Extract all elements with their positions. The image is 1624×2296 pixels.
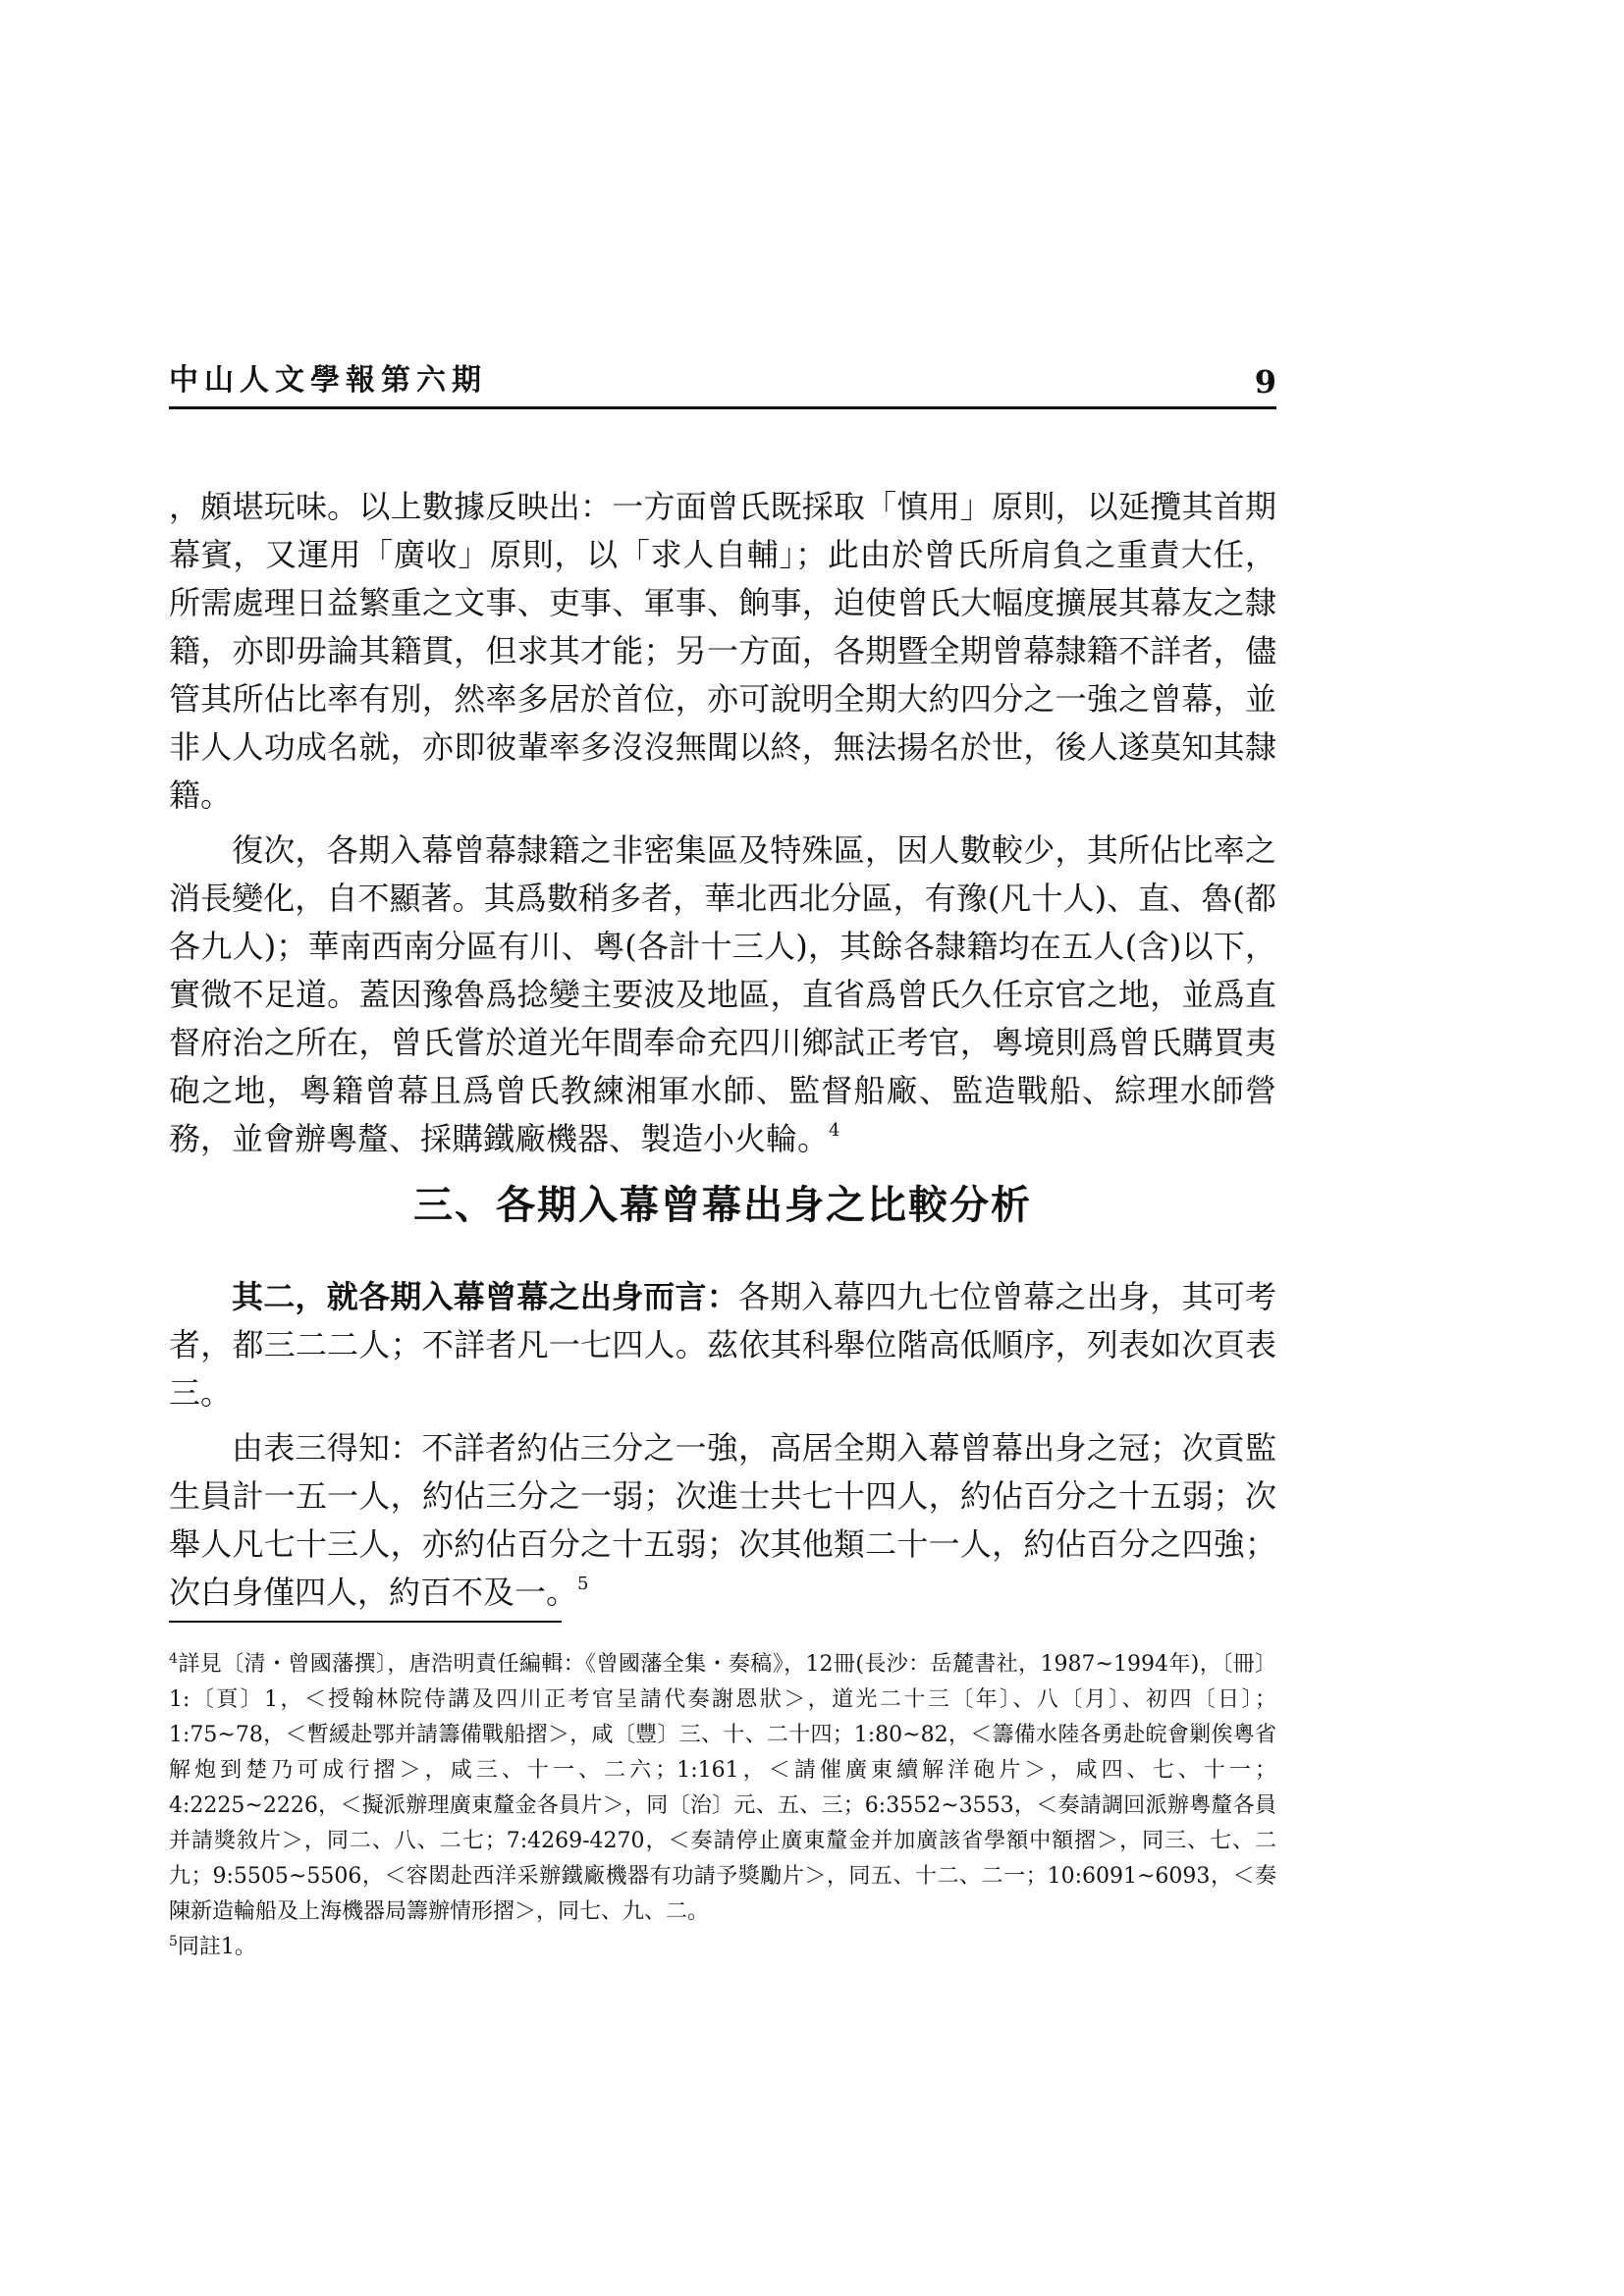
footnote-mark: 4 <box>169 1651 178 1667</box>
paragraph <box>169 827 1276 1163</box>
footnotes <box>169 1647 1276 1965</box>
paragraph <box>169 483 1276 820</box>
paragraph-text: 各期入幕四九七位曾幕之出身，其可考者，都三二二人；不詳者凡一七四人。茲依其科舉位階高低順序，列表如次頁表三。 <box>169 1278 1276 1412</box>
footnote-ref: 4 <box>829 1120 840 1141</box>
paragraph <box>169 1424 1276 1617</box>
running-header <box>169 359 1276 409</box>
footnote-text: 詳見〔清・曾國藩撰〕，唐浩明責任編輯：《曾國藩全集・奏稿》，12冊(長沙：岳麓書社，1987~1994年)，〔冊〕1:〔頁〕1，＜授翰林院侍講及四川正考官呈請代奏謝恩狀＞，道光二十三〔年〕、八〔月〕、初四〔日〕；1:75~78，＜暫緩赴鄂并請籌備戰船摺＞，咸〔豐〕三、十、二十四；1:80~82，＜籌備水陸各勇赴皖會剿俟粵省解炮到楚乃可成行摺＞，咸三、十一、二六；1:161，＜請催廣東續解洋砲片＞，咸四、七、十一；4:2225~2226，＜擬派辦理廣東釐金各員片＞，同〔治〕元、五、三；6:3552~3553，＜奏請調回派辦粵釐各員并請獎敘片＞，同二、八、二七；7:4269-4270，＜奏請停止廣東釐金并加廣該省學額中額摺＞，同三、七、二九；9:5505~5506，＜容閎赴西洋采辦鐵廠機器有功請予獎勵片＞，同五、十二、二一；10:6091~6093，＜奏陳新造輪船及上海機器局籌辦情形摺＞，同七、九、二。 <box>169 1652 1276 1924</box>
footnote-ref: 5 <box>577 1574 589 1594</box>
paragraph-text: 復次，各期入幕曾幕隸籍之非密集區及特殊區，因人數較少，其所佔比率之消長變化，自不顯著。其爲數稍多者，華北西北分區，有豫(凡十人)、直、魯(都各九人)；華南西南分區有川、粵(各計十三人)，其餘各隸籍均在五人(含)以下，實微不足道。蓋因豫魯爲捻變主要波及地區，直省爲曾氏久任京官之地，並爲直督府治之所在，曾氏嘗於道光年間奉命充四川鄉試正考官，粵境則爲曾氏購買夷砲之地，粵籍曾幕且爲曾氏教練湘軍水師、監督船廠、監造戰船、綜理水師營務，並會辦粵釐、採購鐵廠機器、製造小火輪。 <box>169 831 1276 1157</box>
footnote-5 <box>169 1930 1276 1965</box>
section-heading: 三、各期入幕曾幕出身之比較分析 <box>413 1182 1032 1228</box>
paragraph-text: ，頗堪玩味。以上數據反映出：一方面曾氏既採取「慎用」原則，以延攬其首期幕賓，又運用「廣收」原則，以「求人自輔」；此由於曾氏所肩負之重責大任，所需處理日益繁重之文事、吏事、軍事、餉事，迫使曾氏大幅度擴展其幕友之隸籍，亦即毋論其籍貫，但求其才能；另一方面，各期暨全期曾幕隸籍不詳者，儘管其所佔比率有別，然率多居於首位，亦可說明全期大約四分之一強之曾幕，並非人人功成名就，亦即彼輩率多沒沒無聞以終，無法揚名於世，後人遂莫知其隸籍。 <box>169 488 1276 814</box>
page-number: 9 <box>1254 363 1276 400</box>
body-text-upper <box>169 483 1276 1170</box>
footnote-4 <box>169 1647 1276 1930</box>
journal-title: 中山人文學報第六期 <box>169 363 487 398</box>
body-text-lower <box>169 1273 1276 1624</box>
paragraph-text: 由表三得知：不詳者約佔三分之一強，高居全期入幕曾幕出身之冠；次貢監生員計一五一人，約佔三分之一弱；次進士共七十四人，約佔百分之十五弱；次舉人凡七十三人，亦約佔百分之十五弱；次其他類二十一人，約佔百分之四強；次白身僅四人，約百不及一。 <box>169 1429 1276 1611</box>
paragraph <box>169 1273 1276 1417</box>
footnote-text: 同註1。 <box>177 1935 256 1959</box>
paragraph-lead: 其二，就各期入幕曾幕之出身而言： <box>232 1278 738 1315</box>
footnote-mark: 5 <box>169 1934 178 1949</box>
footnote-divider <box>169 1621 562 1623</box>
